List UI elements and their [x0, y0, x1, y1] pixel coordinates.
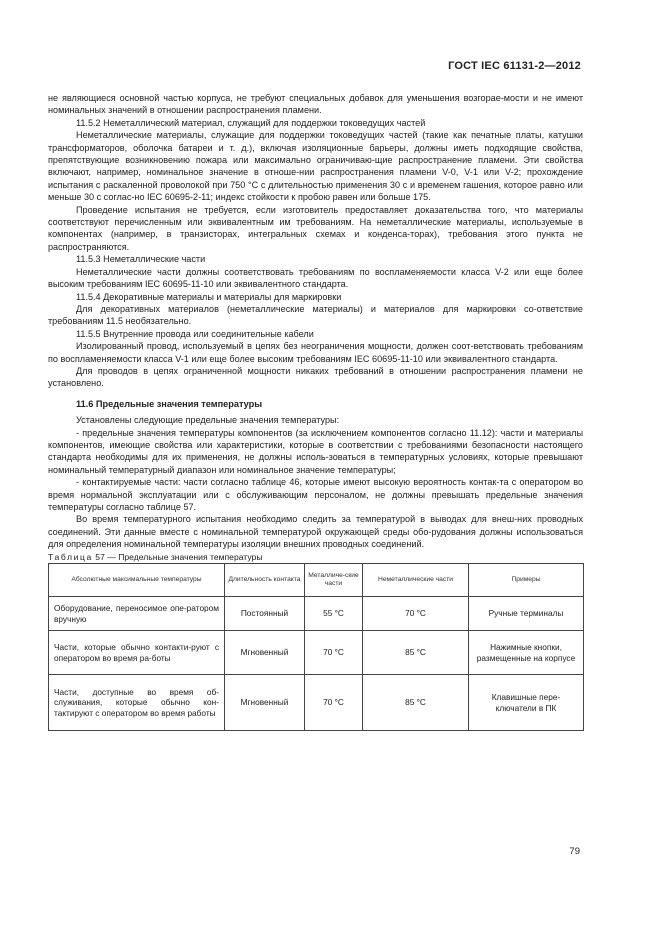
- section-title: 11.6 Предельные значения температуры: [76, 398, 263, 409]
- temperature-limits-table: [48, 563, 584, 731]
- paragraph: Неметаллические части должны соответствовать требованиям по воспламеняемости класса V-2 или еще более высоким требованиям IEC 60695-11-10 или эквивалентного стандарта.: [48, 266, 583, 290]
- table-cell: Клавишные пере-ключатели в ПК: [469, 675, 584, 731]
- table-cell: 70 °С: [305, 675, 363, 731]
- table-cell: Оборудование, переносимое опе-ратором вручную: [49, 597, 225, 631]
- table-cell: Ручные терминалы: [469, 597, 584, 631]
- table-cell: Части, доступные во время об-служивания, которые обычно кон-тактируют с оператором во время работы: [49, 675, 225, 731]
- paragraph: Неметаллические материалы, служащие для поддержки токоведущих частей (такие как печатные платы, катушки трансформаторов, оболочка батареи и т. д.), включая изоляционные барьеры, должны иметь подходящие свойства, препятствующие возникновению пожара или максимально ограничиваю-щие распространение пламени. Эти свойства включают, например, номинальное значение в отноше-нии распространения пламени V-0, V-1 или V-2; прохождение испытания с раскаленной проволокой при 750 °С с длительностью применения 30 с и временем гашения, которое равно или меньше 30 с соглас-но IEC 60695-2-11; индекс стойкости к пробою равен или больше 175.: [48, 130, 583, 203]
- paragraph: Для проводов в цепях ограниченной мощности никаких требований в отношении распространения пламени не установлено.: [48, 365, 583, 389]
- list-item: - контактируемые части: части согласно таблице 46, которые имеют высокую вероятность контак-та с оператором во время нормальной эксплуатации или с обслуживающим персоналом, не должны превышать предельные значения температуры согласно таблице 57.: [48, 477, 583, 512]
- page-number: 79: [569, 846, 580, 857]
- table-cell: Части, которые обычно контакти-руют с оператором во время ра-боты: [49, 631, 225, 675]
- paragraph: не являющиеся основной частью корпуса, не требуют специальных добавок для уменьшения возгорае-мости и не имеют номинальных значений в отношении распространения пламени.: [48, 93, 583, 116]
- paragraph: Проведение испытания не требуется, если изготовитель предоставляет доказательства того, что материалы соответствуют перечисленным или эквивалентным им требованиям. На неметаллические материалы, используемые в компонентах (например, в транзисторах, интегральных схемах и конденса-торах), требования этого пункта не распространяются.: [48, 204, 583, 252]
- table-header-row: [49, 564, 584, 597]
- table-row: [49, 597, 584, 631]
- column-header: Длительность контакта: [225, 564, 305, 597]
- table-cell: 85 °С: [363, 675, 469, 731]
- table-row: [49, 631, 584, 675]
- clause-heading: 11.5.2 Неметаллический материал, служащий для поддержки токоведущих частей: [76, 117, 426, 128]
- table-cell: 70 °С: [305, 631, 363, 675]
- table-caption-prefix: Таблица: [48, 551, 93, 562]
- clause-heading: 11.5.5 Внутренние провода или соединительные кабели: [76, 328, 314, 339]
- clause-heading: 11.5.3 Неметаллические части: [76, 254, 206, 265]
- paragraph: Установлены следующие предельные значения температуры:: [76, 415, 340, 426]
- document-body: [48, 92, 583, 731]
- table-cell: 85 °С: [363, 631, 469, 675]
- paragraph: Во время температурного испытания необходимо следить за температурой в выводах для внеш-них проводных соединений. Эти данные вместе с номинальной температурой окружающей среды обо-рудования должны использоваться для определения номинальной температуры изоляции внешних проводных соединений.: [48, 514, 583, 550]
- standard-header: ГОСТ IEC 61131-2—2012: [448, 60, 581, 72]
- column-header: Металличе-ские части: [305, 564, 363, 597]
- column-header: Примеры: [469, 564, 584, 597]
- clause-heading: 11.5.4 Декоративные материалы и материалы для маркировки: [76, 291, 342, 302]
- table-cell: Мгновенный: [225, 631, 305, 675]
- table-cell: Мгновенный: [225, 675, 305, 731]
- table-cell: Постоянный: [225, 597, 305, 631]
- paragraph: Изолированный провод, используемый в цепях без неограничения мощности, должен соот-ветствовать требованиям по воспламеняемости класса V-1 или еще более высоким требованиям IEC 60695-11-10 или эквивалентного стандарта.: [48, 341, 583, 364]
- column-header: Абсолютные максимальные температуры: [49, 564, 225, 597]
- column-header: Неметаллические части: [363, 564, 469, 597]
- paragraph: Для декоративных материалов (неметаллические материалы) и материалов для маркировки со-ответствие требованиям 11.5 необязательно.: [48, 303, 583, 327]
- list-item: - предельные значения температуры компонентов (за исключением компонентов согласно 11.12): части и материалы компонентов, имеющие свойства или характеристики, которые в соответствии с требованиями безопасности настоящего стандарта необходимы для их применения, не должны исполь-зоваться в температурных условиях, которые превышают номинальный температурный диапазон или номинальное значение температуры;: [48, 427, 583, 475]
- table-cell: Нажимные кнопки, размещенные на корпусе: [469, 631, 584, 675]
- table-cell: 70 °С: [363, 597, 469, 631]
- table-cell: 55 °С: [305, 597, 363, 631]
- table-row: [49, 675, 584, 731]
- table-caption: [48, 551, 583, 563]
- table-caption-text: 57 — Предельные значения температуры: [92, 551, 263, 562]
